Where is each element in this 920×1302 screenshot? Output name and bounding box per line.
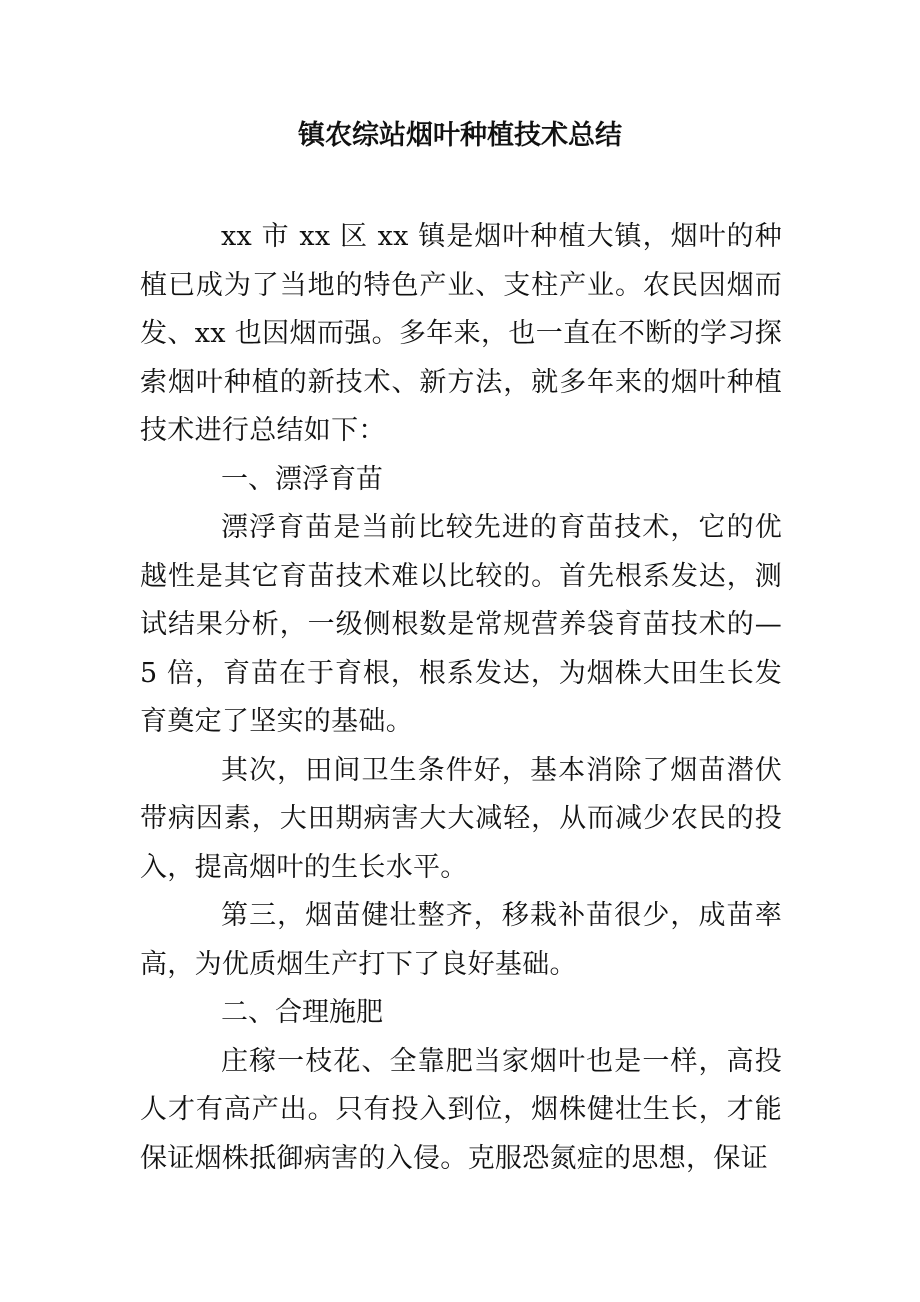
document-title: 镇农综站烟叶种植技术总结 [298, 120, 622, 151]
document-body [140, 213, 782, 1183]
third-advantage-paragraph: 第三，烟苗健壮整齐，移栽补苗很少，成苗率高，为优质烟生产打下了良好基础。 [140, 900, 782, 980]
fertilization-paragraph: 庄稼一枝花、全靠肥当家烟叶也是一样，高投人才有高产出。只有投入到位，烟株健壮生长，才能保证烟株抵御病害的入侵。克服恐氮症的思想，保证 [140, 1045, 782, 1174]
floating-seedling-paragraph: 漂浮育苗是当前比较先进的育苗技术，它的优越性是其它育苗技术难以比较的。首先根系发达，测试结果分析，一级侧根数是常规营养袋育苗技术的—5 倍，育苗在于育根，根系发达，为烟株大田生长发育奠定了坚实的基础。 [140, 512, 782, 737]
intro-paragraph: xx 市 xx 区 xx 镇是烟叶种植大镇，烟叶的种植已成为了当地的特色产业、支柱产业。农民因烟而发、xx 也因烟而强。多年来，也一直在不断的学习探索烟叶种植的新技术、新方法，就多年来的烟叶种植技术进行总结如下： [140, 221, 782, 446]
second-advantage-paragraph: 其次，田间卫生条件好，基本消除了烟苗潜伏带病因素，大田期病害大大减轻，从而减少农民的投入，提高烟叶的生长水平。 [140, 754, 782, 883]
section-heading-fertilization: 二、合理施肥 [221, 997, 383, 1028]
section-heading-floating-seedling: 一、漂浮育苗 [221, 463, 383, 495]
